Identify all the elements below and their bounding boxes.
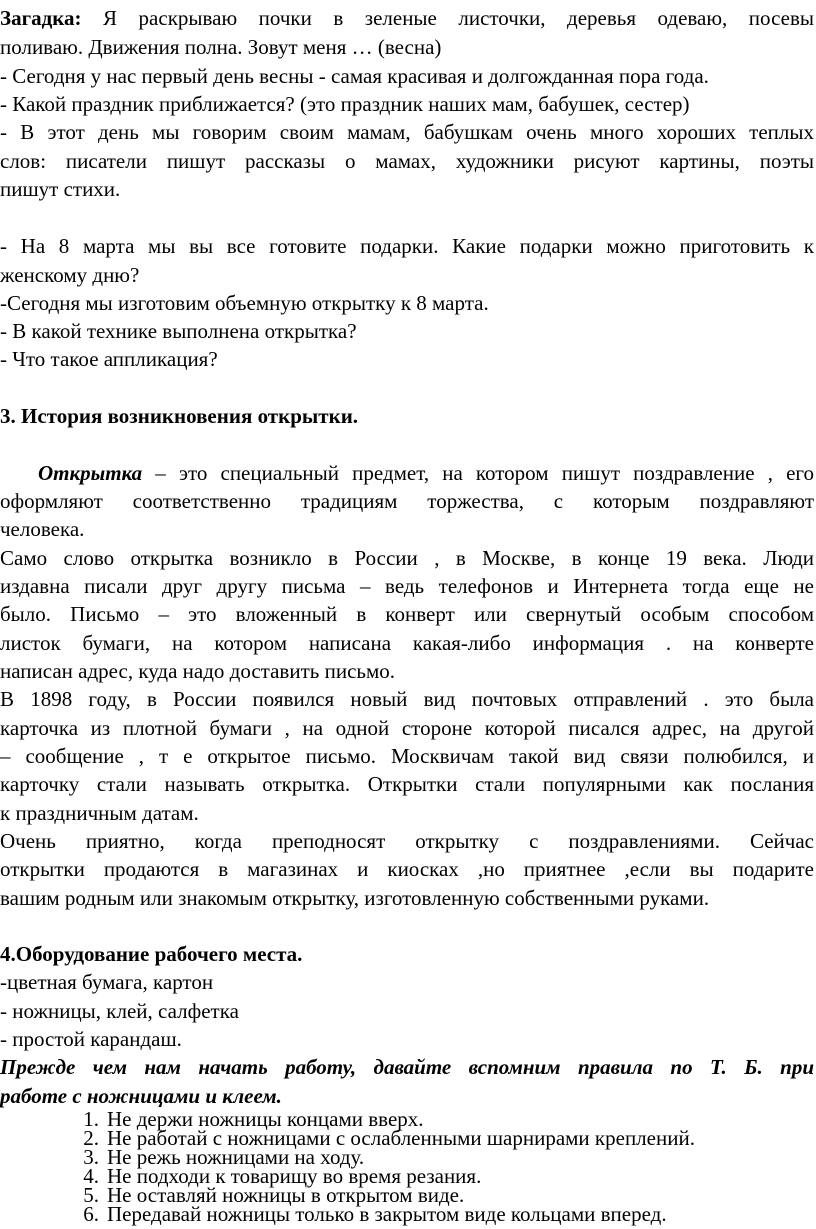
rule-item: [69, 1202, 814, 1226]
riddle-text-1: Я раскрываю почки в зеленые листочки, деревья одеваю, посевы: [81, 6, 814, 30]
rule-text: Не работай с ножницами с ослабленными шарнирами креплений.: [107, 1126, 695, 1150]
intro-line: - Сегодня у нас первый день весны - самая красивая и долгожданная пора года.: [0, 64, 709, 88]
history-line: Очень приятно, когда преподносят открытку с поздравлениями. Сейчас: [0, 829, 814, 853]
history-line: открытки продаются в магазинах и киосках ,но приятнее ,если вы подарите: [0, 857, 814, 881]
rule-number: 1.: [83, 1107, 99, 1131]
rule-text: Передавай ножницы только в закрытом виде кольцами вперед.: [107, 1202, 667, 1226]
rule-text: Не подходи к товарищу во время резания.: [107, 1164, 482, 1188]
intro-line: пишут стихи.: [0, 177, 121, 201]
equipment-item: - простой карандаш.: [0, 1027, 182, 1051]
definition-line: человека.: [0, 517, 85, 541]
definition-line: оформляют соответственно традициям торжества, с которым поздравляют: [0, 489, 814, 513]
history-line: карточку стали называть открытка. Открытки стали популярными как послания: [0, 772, 814, 796]
history-line: – сообщение , т е открытое письмо. Москвичам такой вид связи полюбился, и: [0, 744, 814, 768]
rule-text: Не держи ножницы концами вверх.: [107, 1107, 424, 1131]
section-3-heading: 3. История возникновения открытки.: [0, 404, 359, 428]
rule-number: 4.: [83, 1164, 99, 1188]
riddle-label: Загадка:: [0, 6, 82, 30]
rule-number: 2.: [83, 1126, 99, 1150]
intro-line: - Какой праздник приближается? (это праздник наших мам, бабушек, сестер): [0, 92, 690, 116]
definition-line-1: [0, 459, 814, 487]
history-line: листок бумаги, на котором написана какая-либо информация . на конверте: [0, 631, 814, 655]
rules-intro-line: Прежде чем нам начать работу, давайте вспомним правила по Т. Б. при: [0, 1055, 814, 1079]
rule-number: 3.: [83, 1145, 99, 1169]
gifts-line: - В какой технике выполнена открытка?: [0, 319, 357, 343]
equipment-item: - ножницы, клей, салфетка: [0, 999, 239, 1023]
riddle-line-2: поливаю. Движения полна. Зовут меня … (весна): [0, 35, 442, 59]
intro-line: слов: писатели пишут рассказы о мамах, художники рисуют картины, поэты: [0, 149, 814, 173]
history-line: издавна писали друг другу письма – ведь телефонов и Интернета тогда еще не: [0, 574, 814, 598]
rule-text: Не оставляй ножницы в открытом виде.: [107, 1183, 465, 1207]
history-line: к праздничным датам.: [0, 801, 199, 825]
rule-number: 6.: [83, 1202, 99, 1226]
history-line: было. Письмо – это вложенный в конверт или свернутый особым способом: [0, 602, 814, 626]
gifts-line: - Что такое аппликация?: [0, 347, 218, 371]
history-line: Само слово открытка возникло в России , в Москве, в конце 19 века. Люди: [0, 546, 814, 570]
definition-term: Открытка: [38, 461, 143, 485]
gifts-line: - На 8 марта мы вы все готовите подарки. Какие подарки можно приготовить к: [0, 234, 814, 258]
section-4-heading: 4.Оборудование рабочего места.: [0, 942, 303, 966]
rules-intro-line: работе с ножницами и клеем.: [0, 1084, 282, 1108]
rule-text: Не режь ножницами на ходу.: [107, 1145, 365, 1169]
definition-text: – это специальный предмет, на котором пишут поздравление , его: [142, 461, 814, 485]
gifts-line: -Сегодня мы изготовим объемную открытку к 8 марта.: [0, 291, 489, 315]
gifts-line: женскому дню?: [0, 263, 140, 287]
history-line: карточка из плотной бумаги , на одной стороне которой писался адрес, на другой: [0, 716, 814, 740]
riddle-line-1: [0, 4, 814, 32]
rule-number: 5.: [83, 1183, 99, 1207]
history-line: написан адрес, куда надо доставить письмо.: [0, 659, 396, 683]
history-line: В 1898 году, в России появился новый вид почтовых отправлений . это была: [0, 687, 814, 711]
intro-line: - В этот день мы говорим своим мамам, бабушкам очень много хороших теплых: [0, 120, 814, 144]
history-line: вашим родным или знакомым открытку, изготовленную собственными руками.: [0, 886, 710, 910]
equipment-item: -цветная бумага, картон: [0, 970, 214, 994]
